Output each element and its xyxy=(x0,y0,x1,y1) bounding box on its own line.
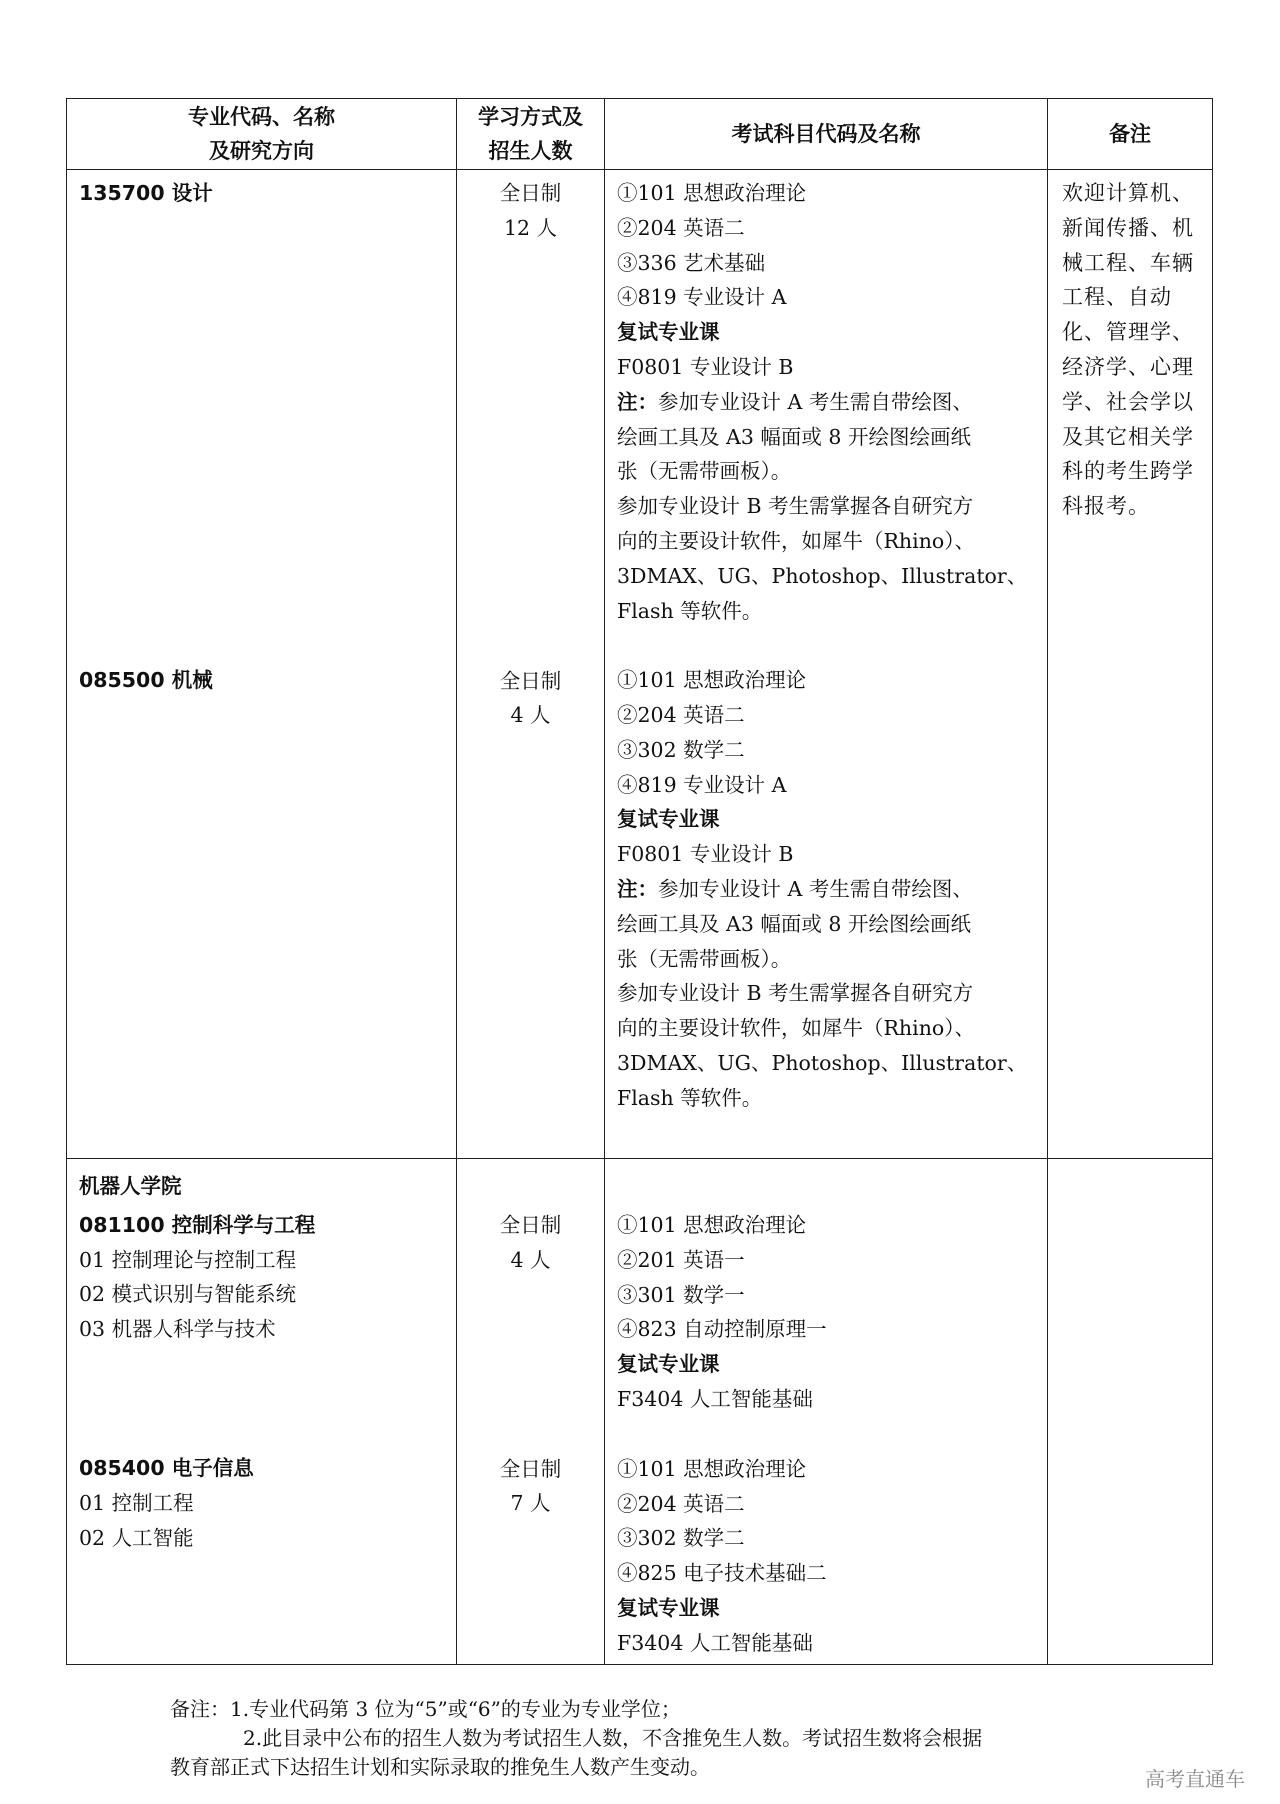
table-row-robotics xyxy=(67,1159,1213,1665)
note-line: Flash 等软件。 xyxy=(617,598,763,623)
program-name: 135700 设计 xyxy=(79,181,213,205)
research-direction: 01 控制工程 xyxy=(79,1490,194,1515)
exam-subject: ④819 专业设计 A xyxy=(617,772,787,797)
exam-subject: ③302 数学二 xyxy=(617,737,745,762)
enrollment-count: 7 人 xyxy=(510,1491,551,1516)
exam-subject: ④823 自动控制原理一 xyxy=(617,1317,827,1342)
program-name: 085500 机械 xyxy=(79,667,213,692)
note-text: 参加专业设计 A 考生需自带绘图、 xyxy=(658,876,973,901)
header-program-line2: 及研究方向 xyxy=(209,139,314,163)
header-mode xyxy=(457,99,605,170)
research-direction: 02 模式识别与智能系统 xyxy=(79,1282,297,1307)
mode-cell xyxy=(457,1159,605,1665)
enrollment-count: 4 人 xyxy=(510,703,551,728)
note-line: 向的主要设计软件，如犀牛（Rhino）、 xyxy=(617,1016,975,1041)
exam-subject: ①101 思想政治理论 xyxy=(617,181,807,205)
note-line: Flash 等软件。 xyxy=(617,1085,763,1110)
research-direction: 02 人工智能 xyxy=(79,1525,194,1550)
enrollment-count: 12 人 xyxy=(503,215,558,240)
remark-text: 欢迎计算机、新闻传播、机械工程、车辆工程、自动化、管理学、经济学、心理学、社会学以及其它相关学科的考生跨学科报考。 xyxy=(1062,181,1194,519)
exam-subject: ③336 艺术基础 xyxy=(617,250,766,275)
exam-subject: ②204 英语二 xyxy=(617,702,745,727)
remark-cell xyxy=(1048,170,1213,1159)
retest-label: 复试专业课 xyxy=(617,807,720,832)
exam-subject: ①101 思想政治理论 xyxy=(617,1456,807,1481)
admissions-table xyxy=(66,98,1213,1665)
exam-subject: ①101 思想政治理论 xyxy=(617,1213,807,1237)
table-header-row xyxy=(67,99,1213,170)
note-line: 绘画工具及 A3 幅面或 8 开绘图绘画纸 xyxy=(617,911,971,936)
exam-subject: ④825 电子技术基础二 xyxy=(617,1561,827,1586)
note-line: 3DMAX、UG、Photoshop、Illustrator、 xyxy=(617,1050,1028,1075)
retest-label: 复试专业课 xyxy=(617,320,720,345)
study-mode: 全日制 xyxy=(499,668,562,693)
mode-cell xyxy=(457,170,605,1159)
program-cell xyxy=(67,170,457,1159)
program-name: 081100 控制科学与工程 xyxy=(79,1212,316,1237)
watermark: 高考直通车 xyxy=(1145,1767,1245,1791)
study-mode: 全日制 xyxy=(499,1213,562,1237)
note-line: 参加专业设计 B 考生需掌握各自研究方 xyxy=(617,494,974,519)
note-line: 向的主要设计软件，如犀牛（Rhino）、 xyxy=(617,528,975,553)
enrollment-count: 4 人 xyxy=(510,1247,551,1272)
note-text: 参加专业设计 A 考生需自带绘图、 xyxy=(658,389,973,414)
exam-subject: ①101 思想政治理论 xyxy=(617,668,807,693)
note-line: 3DMAX、UG、Photoshop、Illustrator、 xyxy=(617,563,1028,588)
study-mode: 全日制 xyxy=(499,1456,562,1481)
note-label: 注： xyxy=(617,389,658,414)
retest-course: F3404 人工智能基础 xyxy=(617,1386,813,1411)
footer-note-2: 2.此目录中公布的招生人数为考试招生人数，不含推免生人数。考试招生数将会根据 xyxy=(243,1726,983,1750)
program-cell xyxy=(67,1159,457,1665)
footer-notes xyxy=(170,1695,1130,1782)
retest-course: F0801 专业设计 B xyxy=(617,354,794,379)
note-line xyxy=(617,872,1039,907)
exam-cell xyxy=(605,1159,1048,1665)
exam-cell xyxy=(605,170,1048,1159)
exam-subject: ③301 数学一 xyxy=(617,1282,745,1307)
exam-subject: ③302 数学二 xyxy=(617,1526,745,1551)
header-remark: 备注 xyxy=(1048,99,1213,170)
footer-note-1: 备注：1.专业代码第 3 位为“5”或“6”的专业为专业学位； xyxy=(170,1697,681,1721)
study-mode: 全日制 xyxy=(499,181,562,205)
remark-cell xyxy=(1048,1159,1213,1665)
note-line xyxy=(617,385,1039,420)
retest-course: F0801 专业设计 B xyxy=(617,842,794,867)
research-direction: 01 控制理论与控制工程 xyxy=(79,1247,297,1272)
header-mode-line1: 学习方式及 xyxy=(478,105,583,129)
exam-subject: ②201 英语一 xyxy=(617,1247,745,1272)
note-line: 张（无需带画板）。 xyxy=(617,459,792,484)
retest-course: F3404 人工智能基础 xyxy=(617,1630,813,1655)
footer-note-3: 教育部正式下达招生计划和实际录取的推免生人数产生变动。 xyxy=(170,1755,710,1779)
header-program xyxy=(67,99,457,170)
retest-label: 复试专业课 xyxy=(617,1595,720,1620)
note-line: 张（无需带画板）。 xyxy=(617,946,792,971)
note-label: 注： xyxy=(617,876,658,901)
research-direction: 03 机器人科学与技术 xyxy=(79,1317,276,1342)
college-name: 机器人学院 xyxy=(79,1174,182,1198)
header-program-line1: 专业代码、名称 xyxy=(188,105,335,129)
exam-subject: ②204 英语二 xyxy=(617,215,745,240)
program-name: 085400 电子信息 xyxy=(79,1455,254,1480)
header-exam: 考试科目代码及名称 xyxy=(605,99,1048,170)
exam-subject: ④819 专业设计 A xyxy=(617,285,787,310)
retest-label: 复试专业课 xyxy=(617,1352,720,1377)
note-line: 参加专业设计 B 考生需掌握各自研究方 xyxy=(617,981,974,1006)
exam-subject: ②204 英语二 xyxy=(617,1491,745,1516)
table-row-design-mech xyxy=(67,170,1213,1159)
header-mode-line2: 招生人数 xyxy=(488,139,573,163)
note-line: 绘画工具及 A3 幅面或 8 开绘图绘画纸 xyxy=(617,424,971,449)
